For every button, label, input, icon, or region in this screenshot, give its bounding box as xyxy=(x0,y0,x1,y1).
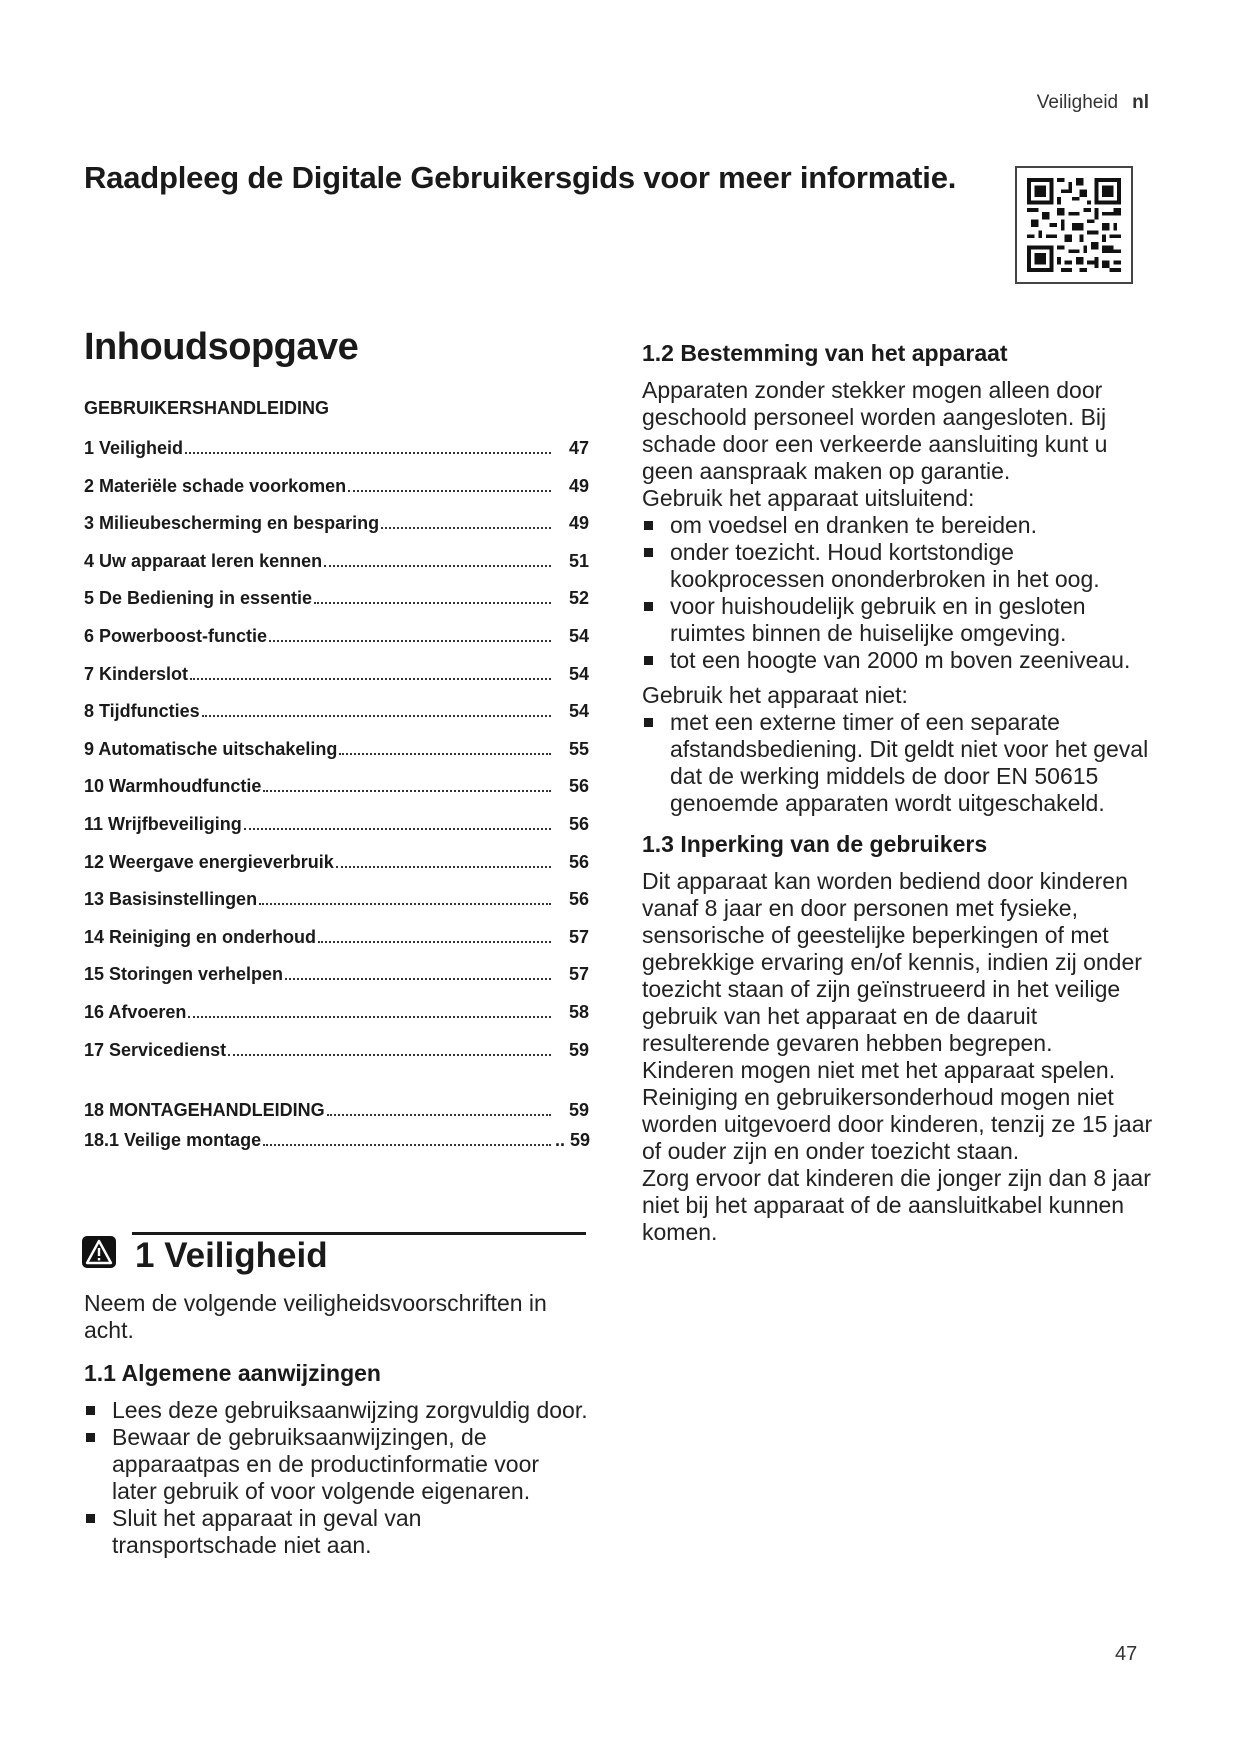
toc-leader xyxy=(318,941,551,943)
toc-list xyxy=(84,438,589,1077)
header-section-title: Veiligheid xyxy=(1036,92,1119,113)
toc-leader xyxy=(285,978,551,980)
toc-entry[interactable] xyxy=(84,513,589,551)
paragraph: Kinderen mogen niet met het apparaat spelen. xyxy=(642,1057,1116,1083)
list-item: tot een hoogte van 2000 m boven zeeniveau. xyxy=(642,647,1162,674)
toc-entry[interactable] xyxy=(84,776,589,814)
toc-entry-label: 16 Afvoeren xyxy=(84,1001,187,1022)
toc-leader xyxy=(190,678,551,680)
intended-use-list xyxy=(642,512,1162,674)
toc-leader xyxy=(244,828,551,830)
safety-intro: Neem de volgende veiligheidsvoorschriften in acht. xyxy=(84,1290,547,1343)
qr-code-graphic xyxy=(1027,178,1121,272)
paragraph: Dit apparaat kan worden bediend door kinderen vanaf 8 jaar en door personen met fysieke, sensorische of geestelijke beperkingen of met gebrekkige ervaring en/of kennis, indien zij onder toezicht staan of zijn geïnstrueerd in het veilige gebruik van het apparaat en de daaruit resulterende gevaren hebben begrepen. xyxy=(642,868,1142,1056)
toc-entry[interactable] xyxy=(84,964,589,1002)
toc-entry-label: 2 Materiële schade voorkomen xyxy=(84,475,347,496)
page-number: 47 xyxy=(1115,1643,1138,1665)
toc-entry[interactable] xyxy=(84,1100,589,1130)
list-item: om voedsel en dranken te bereiden. xyxy=(642,512,1162,539)
toc-leader xyxy=(259,903,551,905)
paragraph: Reiniging en gebruikersonderhoud mogen niet worden uitgevoerd door kinderen, tenzij ze 15 jaar of ouder zijn en onder toezicht staan. xyxy=(642,1084,1153,1164)
paragraph: Apparaten zonder stekker mogen alleen door geschoold personeel worden aangesloten. Bij schade door een verkeerde aansluiting kunt u geen aanspraak maken op garantie. xyxy=(642,377,1108,484)
toc-leader xyxy=(188,1016,551,1018)
toc-entry-label: 10 Warmhoudfunctie xyxy=(84,776,262,797)
toc-entry-page: 59 xyxy=(568,1100,589,1120)
safety-left-column xyxy=(84,1290,589,1559)
toc-entry[interactable] xyxy=(84,852,589,890)
paragraph: Gebruik het apparaat niet: xyxy=(642,682,908,708)
toc-entry-label: 1 Veiligheid xyxy=(84,438,184,458)
list-item: Lees deze gebruiksaanwijzing zorgvuldig door. xyxy=(84,1397,589,1424)
warning-triangle-icon xyxy=(82,1236,116,1268)
toc-entry[interactable] xyxy=(84,588,589,626)
toc-leader xyxy=(339,753,551,755)
list-item: Bewaar de gebruiksaanwijzingen, de apparaatpas en de productinformatie voor later gebruik of voor volgende eigenaren. xyxy=(84,1424,589,1505)
prohibited-use-list xyxy=(642,709,1162,817)
toc-entry-label: 15 Storingen verhelpen xyxy=(84,964,284,985)
section-title: 1 Veiligheid xyxy=(135,1236,328,1275)
toc-entry-page: 57 xyxy=(568,926,589,947)
toc-title: Inhoudsopgave xyxy=(84,326,359,368)
toc-entry-page: 58 xyxy=(568,1001,589,1022)
safety-right-column xyxy=(642,340,1162,1246)
header-language: nl xyxy=(1132,92,1149,113)
toc-leader xyxy=(263,1144,551,1146)
toc-entry-page: 54 xyxy=(568,663,589,684)
toc-entry-label: 7 Kinderslot xyxy=(84,663,189,684)
toc-entry-page: 51 xyxy=(568,550,589,571)
toc-leader xyxy=(324,565,551,567)
toc-entry-label: 9 Automatische uitschakeling xyxy=(84,738,338,759)
toc-entry-page: 57 xyxy=(568,964,589,985)
toc-leader xyxy=(314,602,551,604)
running-header xyxy=(1037,92,1149,114)
toc-entry-label: 18 MONTAGEHANDLEIDING xyxy=(84,1100,325,1120)
toc-entry[interactable] xyxy=(84,551,589,589)
toc-entry-page: 56 xyxy=(568,889,589,910)
toc-entry-label: 4 Uw apparaat leren kennen xyxy=(84,550,323,571)
toc-entry-page: .. 59 xyxy=(555,1130,591,1150)
toc-entry[interactable] xyxy=(84,1130,589,1160)
subsection-title-1-2: 1.2 Bestemming van het apparaat xyxy=(642,340,1008,366)
toc-entry[interactable] xyxy=(84,739,589,777)
list-item: met een externe timer of een separate afstandsbediening. Dit geldt niet voor het geval dat de werking middels de door EN 50615 genoemde apparaten wordt uitgeschakeld. xyxy=(642,709,1162,817)
toc-leader xyxy=(263,790,551,792)
toc-entry[interactable] xyxy=(84,664,589,702)
toc-leader xyxy=(336,866,551,868)
toc-entry[interactable] xyxy=(84,889,589,927)
toc-entry-label: 11 Wrijfbeveiliging xyxy=(84,813,242,834)
toc-entry-label: 13 Basisinstellingen xyxy=(84,889,258,910)
toc-leader xyxy=(202,715,551,717)
toc-entry-page: 47 xyxy=(568,438,589,458)
toc-entry-label: 17 Servicedienst xyxy=(84,1039,227,1060)
subsection-title-1-3: 1.3 Inperking van de gebruikers xyxy=(642,831,988,857)
toc-entry-label: 8 Tijdfuncties xyxy=(84,701,200,722)
toc-entry[interactable] xyxy=(84,1002,589,1040)
digital-guide-notice: Raadpleeg de Digitale Gebruikersgids voor meer informatie. xyxy=(84,160,957,195)
toc-entry[interactable] xyxy=(84,476,589,514)
toc-entry-page: 49 xyxy=(568,513,589,534)
paragraph: Gebruik het apparaat uitsluitend: xyxy=(642,485,975,511)
toc-leader xyxy=(228,1054,551,1056)
toc-entry-label: 14 Reiniging en onderhoud xyxy=(84,926,317,947)
toc-entry[interactable] xyxy=(84,626,589,664)
toc-entry-label: 3 Milieubescherming en besparing xyxy=(84,513,380,534)
toc-entry-label: 18.1 Veilige montage xyxy=(84,1130,262,1150)
list-item: onder toezicht. Houd kortstondige kookprocessen ononderbroken in het oog. xyxy=(642,539,1162,593)
toc-entry-page: 56 xyxy=(568,851,589,872)
toc-entry-page: 54 xyxy=(568,701,589,722)
toc-entry[interactable] xyxy=(84,814,589,852)
list-item: voor huishoudelijk gebruik en in gesloten ruimtes binnen de huiselijke omgeving. xyxy=(642,593,1162,647)
toc-leader xyxy=(381,527,551,529)
toc-entry-page: 52 xyxy=(568,588,589,609)
toc-assembly-list xyxy=(84,1100,589,1160)
toc-leader xyxy=(185,452,551,454)
toc-entry-page: 55 xyxy=(568,738,589,759)
toc-entry[interactable] xyxy=(84,1040,589,1078)
toc-entry[interactable] xyxy=(84,701,589,739)
toc-entry-page: 49 xyxy=(568,475,589,496)
toc-manual-heading: GEBRUIKERSHANDLEIDING xyxy=(84,398,330,418)
toc-leader xyxy=(269,640,551,642)
section-rule xyxy=(132,1232,586,1235)
toc-entry-page: 56 xyxy=(568,813,589,834)
qr-code-icon xyxy=(1015,166,1133,284)
list-item: Sluit het apparaat in geval van transportschade niet aan. xyxy=(84,1505,589,1559)
toc-entry-page: 59 xyxy=(568,1039,589,1060)
toc-entry-page: 56 xyxy=(568,776,589,797)
toc-entry-label: 12 Weergave energieverbruik xyxy=(84,851,334,872)
general-instructions-list xyxy=(84,1397,589,1559)
toc-entry[interactable] xyxy=(84,438,589,476)
toc-entry-label: 5 De Bediening in essentie xyxy=(84,588,313,609)
toc-entry[interactable] xyxy=(84,927,589,965)
paragraph: Zorg ervoor dat kinderen die jonger zijn dan 8 jaar niet bij het apparaat of de aansluitkabel kunnen komen. xyxy=(642,1165,1151,1245)
toc-entry-label: 6 Powerboost-functie xyxy=(84,625,268,646)
toc-entry-page: 54 xyxy=(568,625,589,646)
toc-leader xyxy=(327,1114,551,1116)
subsection-title-1-1: 1.1 Algemene aanwijzingen xyxy=(84,1360,381,1386)
toc-leader xyxy=(348,490,551,492)
